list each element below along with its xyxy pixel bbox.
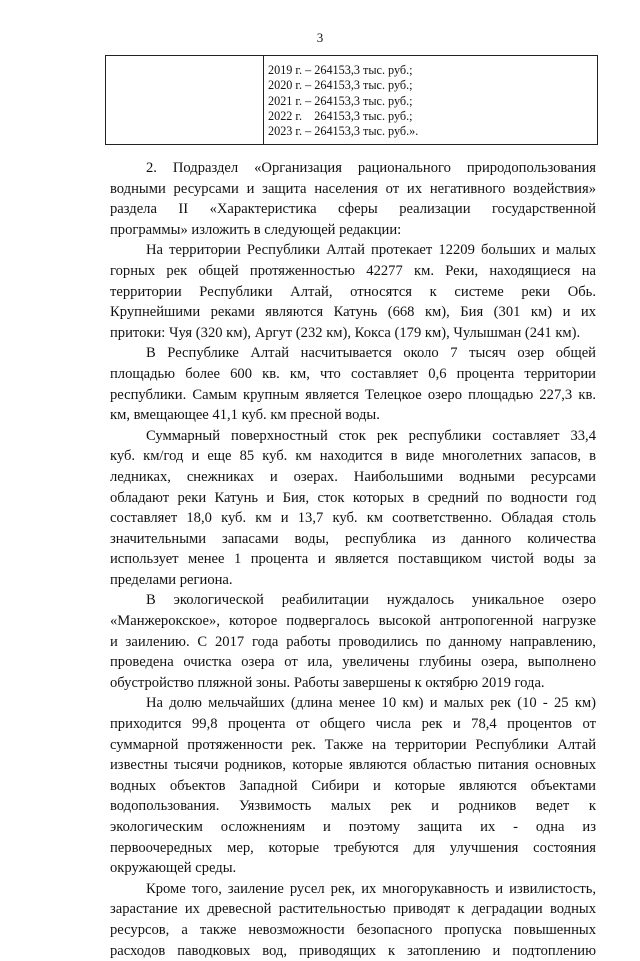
- text-line: На долю мельчайших (длина менее 10 км) и малых рек (10 - 25 км): [146, 695, 596, 712]
- text-line: куб. км/год и еще 85 куб. км находится в виде многолетних запасов, в: [110, 448, 596, 465]
- text-line: окружающей среды.: [110, 860, 237, 877]
- text-line: территории Республики Алтай, относятся к системе реки Обь.: [110, 283, 596, 300]
- text-line: и заилению. С 2017 года работы проводились по данному направлению,: [110, 633, 596, 650]
- text-line: горных рек общей протяженностью 42277 км. Реки, находящиеся на: [110, 262, 596, 279]
- text-line: приходится 99,8 процента от общего числа рек и 78,4 процентов от: [110, 716, 596, 733]
- paragraph-manzherok-lake: [110, 590, 596, 693]
- text-line: притоки: Чуя (320 км), Аргут (232 км), Кокса (179 км), Чулышман (241 км).: [110, 324, 581, 341]
- text-line: В Республике Алтай насчитывается около 7 тысяч озер общей: [146, 345, 596, 362]
- text-line: водопользования. Уязвимость малых рек и родников ведет к: [110, 798, 596, 815]
- text-line: водными ресурсами и защита населения от их негативного воздействия»: [110, 180, 596, 197]
- text-line: 2. Подраздел «Организация рационального природопользования: [146, 160, 596, 176]
- page-number: 3: [316, 30, 324, 45]
- text-line: использует менее 1 процента и является поставщиком чистой воды за: [110, 551, 596, 568]
- text-line: Кроме того, заиление русел рек, их многорукавность и извилистость,: [146, 880, 596, 897]
- text-line: «Манжерокское», которое подвергалось высокой антропогенной нагрузке: [110, 613, 596, 630]
- text-line: На территории Республики Алтай протекает 12209 больших и малых: [146, 242, 596, 259]
- text-line: экологическим осложнениям и поэтому защита их - одна из: [110, 819, 596, 835]
- table-empty-cell: [106, 56, 264, 144]
- funding-line: 2023 г. – 264153,3 тыс. руб.».: [268, 124, 419, 139]
- text-line: Крупнейшими реками являются Катунь (668 км), Бия (301 км) и их: [110, 304, 596, 321]
- text-line: В экологической реабилитации нуждалось уникальное озеро: [146, 592, 596, 609]
- text-line: водных объектов Западной Сибири и которые являются объектами: [110, 777, 596, 794]
- paragraph-lakes: [110, 343, 596, 425]
- text-line: расходов паводковых вод, приводящих к затоплению и подтоплению: [110, 942, 596, 959]
- funding-line: 2021 г. – 264153,3 тыс. руб.;: [268, 93, 413, 108]
- text-line: км, вмещающее 41,1 куб. км пресной воды.: [110, 407, 380, 424]
- funding-line: 2020 г. – 264153,3 тыс. руб.;: [268, 78, 413, 93]
- document-body: [110, 158, 596, 961]
- text-line: проведена очистка озера от ила, увеличены глубины озера, выполнено: [110, 654, 596, 671]
- text-line: зарастание их древесной растительностью приводят к деградации водных: [110, 901, 596, 918]
- text-line: суммарной протяженности рек. Также на территории Республики Алтай: [110, 736, 596, 753]
- text-line: пределами региона.: [110, 571, 233, 588]
- text-line: известны тысячи родников, которые являются областью питания основных: [110, 757, 596, 774]
- text-line: раздела II «Характеристика сферы реализации государственной: [110, 201, 596, 218]
- text-line: Суммарный поверхностный сток рек республики составляет 33,4: [146, 427, 596, 444]
- table-funding-cell: [264, 56, 597, 144]
- funding-line: 2019 г. – 264153,3 тыс. руб.;: [268, 63, 413, 77]
- text-line: ресурсов, а также невозможности безопасного пропуска повышенных: [110, 921, 596, 938]
- text-line: ледниках, снежниках и озерах. Наибольшими водными ресурсами: [110, 468, 596, 485]
- text-line: площадью более 600 кв. км, что составляет 0,6 процента территории: [110, 365, 596, 382]
- funding-line: 2022 г. 264153,3 тыс. руб.;: [268, 108, 413, 123]
- text-line: значительными запасами воды, республика из данного количества: [110, 530, 596, 547]
- funding-table: [105, 55, 598, 145]
- paragraph-siltation: [110, 879, 596, 961]
- text-line: республики. Самым крупным является Телецкое озеро площадью 227,3 кв.: [110, 386, 596, 403]
- text-line: первоочередных мер, которые требуются для улучшения состояния: [110, 839, 596, 856]
- paragraph-runoff: [110, 426, 596, 591]
- paragraph-small-rivers: [110, 693, 596, 878]
- paragraph-subsection-change: [110, 158, 596, 240]
- text-line: обустройство пляжной зоны. Работы завершены к октябрю 2019 года.: [110, 674, 545, 691]
- text-line: составляет 18,0 куб. км и 13,7 куб. км соответственно. Обладая столь: [110, 510, 596, 527]
- text-line: обладают реки Катунь и Бия, сток которых в средний по водности год: [110, 489, 596, 506]
- paragraph-rivers: [110, 240, 596, 343]
- text-line: программы» изложить в следующей редакции:: [110, 221, 402, 238]
